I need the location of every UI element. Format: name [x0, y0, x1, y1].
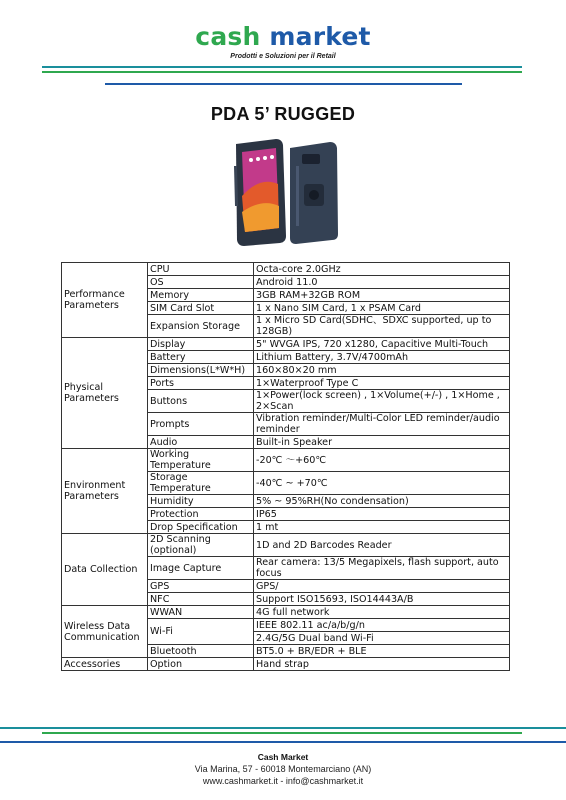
spec-value: 1 x Nano SIM Card, 1 x PSAM Card [254, 302, 510, 315]
spec-value: GPS/ [254, 580, 510, 593]
logo [0, 22, 566, 51]
spec-value: IEEE 802.11 ac/a/b/g/n [254, 619, 510, 632]
footer-contact: www.cashmarket.it - info@cashmarket.it [202, 776, 364, 786]
footer-address: Via Marina, 57 - 60018 Montemarciano (AN) [194, 764, 372, 774]
spec-category: Performance Parameters [62, 263, 148, 338]
spec-name: GPS [148, 580, 254, 593]
spec-table [61, 262, 510, 671]
spec-row [62, 606, 510, 619]
spec-name: NFC [148, 593, 254, 606]
spec-value: 2.4G/5G Dual band Wi-Fi [254, 632, 510, 645]
spec-value: 1×Power(lock screen) , 1×Volume(+/-) , 1×Home , 2×Scan [254, 390, 510, 413]
spec-value: 5" WVGA IPS, 720 x1280, Capacitive Multi-Touch [254, 338, 510, 351]
header-line-blue [105, 83, 462, 85]
product-image [226, 136, 346, 248]
tagline: Prodotti e Soluzioni per il Retail [230, 53, 336, 60]
spec-value: 1 x Micro SD Card(SDHC、SDXC supported, up to 128GB) [254, 315, 510, 338]
header-line-green [42, 71, 522, 73]
spec-value: -40℃ ~ +70℃ [254, 472, 510, 495]
spec-value: 5% ~ 95%RH(No condensation) [254, 495, 510, 508]
spec-value: 1D and 2D Barcodes Reader [254, 534, 510, 557]
spec-name: Bluetooth [148, 645, 254, 658]
spec-category: Environment Parameters [62, 449, 148, 534]
spec-name: Prompts [148, 413, 254, 436]
footer-company: Cash Market [257, 752, 309, 762]
spec-row [62, 263, 510, 276]
spec-category: Wireless Data Communication [62, 606, 148, 658]
spec-row [62, 338, 510, 351]
logo-word-market: market [269, 22, 371, 51]
spec-value: Rear camera: 13/5 Megapixels, flash support, auto focus [254, 557, 510, 580]
spec-value: Lithium Battery, 3.7V/4700mAh [254, 351, 510, 364]
spec-row [62, 449, 510, 472]
spec-value: Support ISO15693, ISO14443A/B [254, 593, 510, 606]
spec-category: Data Collection [62, 534, 148, 606]
spec-row [62, 658, 510, 671]
page-title: PDA 5’ RUGGED [210, 104, 356, 124]
spec-value: Hand strap [254, 658, 510, 671]
spec-value: 4G full network [254, 606, 510, 619]
logo-word-cash: cash [195, 22, 261, 51]
spec-value: 3GB RAM+32GB ROM [254, 289, 510, 302]
footer-line-teal [0, 727, 566, 729]
spec-row [62, 534, 510, 557]
spec-name: Drop Specification [148, 521, 254, 534]
spec-name: Option [148, 658, 254, 671]
spec-value: Octa-core 2.0GHz [254, 263, 510, 276]
spec-value: Android 11.0 [254, 276, 510, 289]
spec-value: 1 mt [254, 521, 510, 534]
spec-value: BT5.0 + BR/EDR + BLE [254, 645, 510, 658]
spec-name: Wi-Fi [148, 619, 254, 645]
spec-name: Ports [148, 377, 254, 390]
spec-name: Audio [148, 436, 254, 449]
header-line-teal [42, 66, 522, 68]
spec-value: IP65 [254, 508, 510, 521]
spec-value: Built-in Speaker [254, 436, 510, 449]
spec-value: -20℃ ～+60℃ [254, 449, 510, 472]
spec-name: WWAN [148, 606, 254, 619]
spec-name: 2D Scanning (optional) [148, 534, 254, 557]
footer-line-blue [0, 741, 566, 743]
device-back [290, 142, 338, 244]
spec-category: Accessories [62, 658, 148, 671]
spec-name: SIM Card Slot [148, 302, 254, 315]
spec-name: Dimensions(L*W*H) [148, 364, 254, 377]
spec-name: Image Capture [148, 557, 254, 580]
spec-value: Vibration reminder/Multi-Color LED reminder/audio reminder [254, 413, 510, 436]
spec-name: Protection [148, 508, 254, 521]
spec-value: 1×Waterproof Type C [254, 377, 510, 390]
spec-name: Expansion Storage [148, 315, 254, 338]
spec-name: OS [148, 276, 254, 289]
spec-name: CPU [148, 263, 254, 276]
spec-value: 160×80×20 mm [254, 364, 510, 377]
device-front [234, 139, 286, 246]
spec-name: Storage Temperature [148, 472, 254, 495]
spec-category: Physical Parameters [62, 338, 148, 449]
spec-name: Buttons [148, 390, 254, 413]
spec-name: Humidity [148, 495, 254, 508]
footer-line-green [42, 732, 522, 734]
spec-name: Memory [148, 289, 254, 302]
spec-name: Display [148, 338, 254, 351]
spec-name: Battery [148, 351, 254, 364]
spec-name: Working Temperature [148, 449, 254, 472]
